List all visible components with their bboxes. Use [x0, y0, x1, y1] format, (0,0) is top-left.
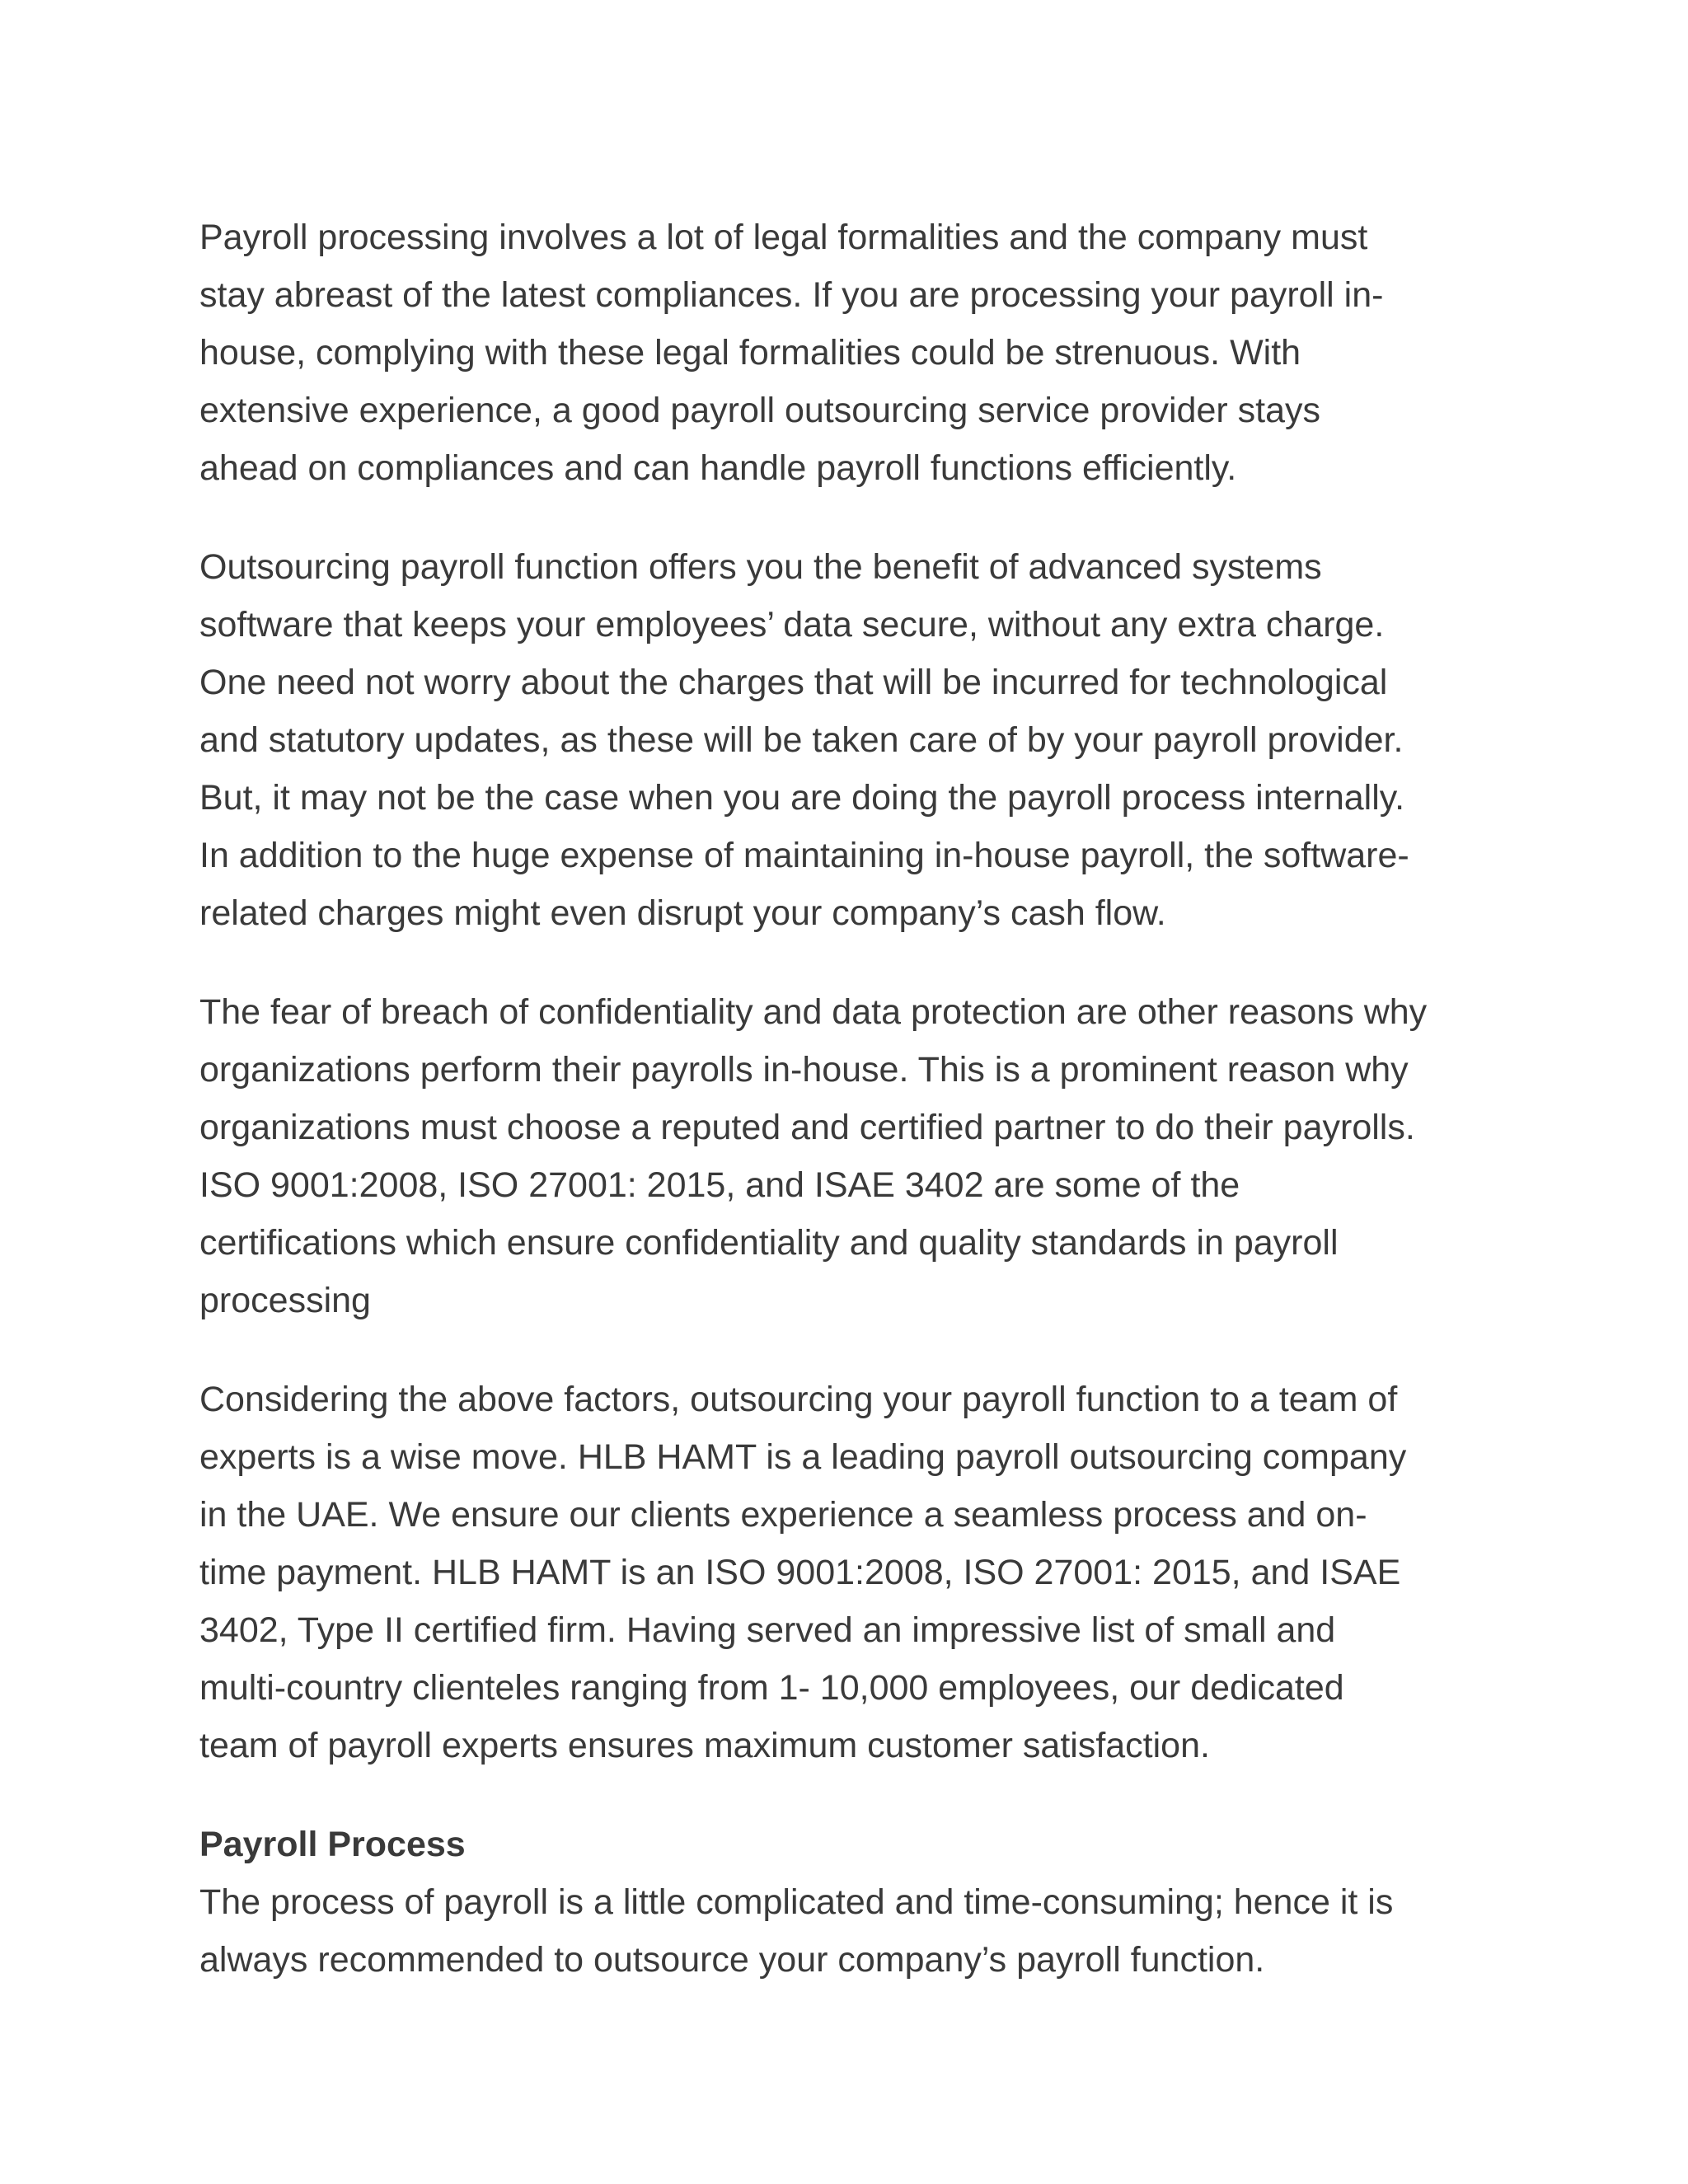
text-line: certifications which ensure confidentiality and quality standards in payroll: [199, 1223, 1339, 1263]
text-line: Payroll processing involves a lot of legal formalities and the company must: [199, 218, 1368, 257]
text-line: experts is a wise move. HLB HAMT is a leading payroll outsourcing company: [199, 1437, 1407, 1477]
text-line: related charges might even disrupt your company’s cash flow.: [199, 893, 1166, 933]
text-line: Outsourcing payroll function offers you the benefit of advanced systems: [199, 547, 1322, 587]
text-line: multi-country clienteles ranging from 1- 10,000 employees, our dedicated: [199, 1668, 1344, 1708]
paragraph-hlb-hamt: [199, 1371, 1502, 1774]
text-line: ISO 9001:2008, ISO 27001: 2015, and ISAE 3402 are some of the: [199, 1165, 1240, 1205]
text-line: always recommended to outsource your company’s payroll function.: [199, 1940, 1265, 1980]
text-line: organizations perform their payrolls in-house. This is a prominent reason why: [199, 1050, 1409, 1090]
text-line: One need not worry about the charges that will be incurred for technological: [199, 663, 1388, 702]
text-line: The fear of breach of confidentiality and data protection are other reasons why: [199, 992, 1428, 1032]
text-line: ahead on compliances and can handle payroll functions efficiently.: [199, 448, 1237, 488]
text-line: processing: [199, 1281, 371, 1320]
text-line: The process of payroll is a little complicated and time-consuming; hence it is: [199, 1882, 1394, 1922]
paragraph-software-benefits: [199, 538, 1502, 942]
text-line: 3402, Type II certified firm. Having served an impressive list of small and: [199, 1610, 1336, 1650]
paragraph-confidentiality: [199, 983, 1502, 1329]
text-line: organizations must choose a reputed and certified partner to do their payrolls.: [199, 1108, 1415, 1147]
text-line: stay abreast of the latest compliances. If you are processing your payroll in-: [199, 275, 1384, 315]
text-line: and statutory updates, as these will be taken care of by your payroll provider.: [199, 720, 1404, 760]
text-line: software that keeps your employees’ data secure, without any extra charge.: [199, 605, 1385, 644]
text-line: team of payroll experts ensures maximum customer satisfaction.: [199, 1726, 1210, 1765]
text-line: extensive experience, a good payroll outsourcing service provider stays: [199, 391, 1321, 430]
paragraph-compliance: [199, 209, 1502, 497]
text-line: in the UAE. We ensure our clients experience a seamless process and on-: [199, 1495, 1367, 1535]
text-line: But, it may not be the case when you are doing the payroll process internally.: [199, 778, 1405, 818]
section-payroll-process: [199, 1816, 1502, 1989]
text-line: In addition to the huge expense of maintaining in-house payroll, the software-: [199, 836, 1409, 875]
text-line: house, complying with these legal formalities could be strenuous. With: [199, 333, 1301, 373]
document-body: [199, 209, 1502, 1989]
text-line: time payment. HLB HAMT is an ISO 9001:2008, ISO 27001: 2015, and ISAE: [199, 1553, 1401, 1592]
section-heading: Payroll Process: [199, 1825, 466, 1864]
text-line: Considering the above factors, outsourcing your payroll function to a team of: [199, 1380, 1398, 1419]
